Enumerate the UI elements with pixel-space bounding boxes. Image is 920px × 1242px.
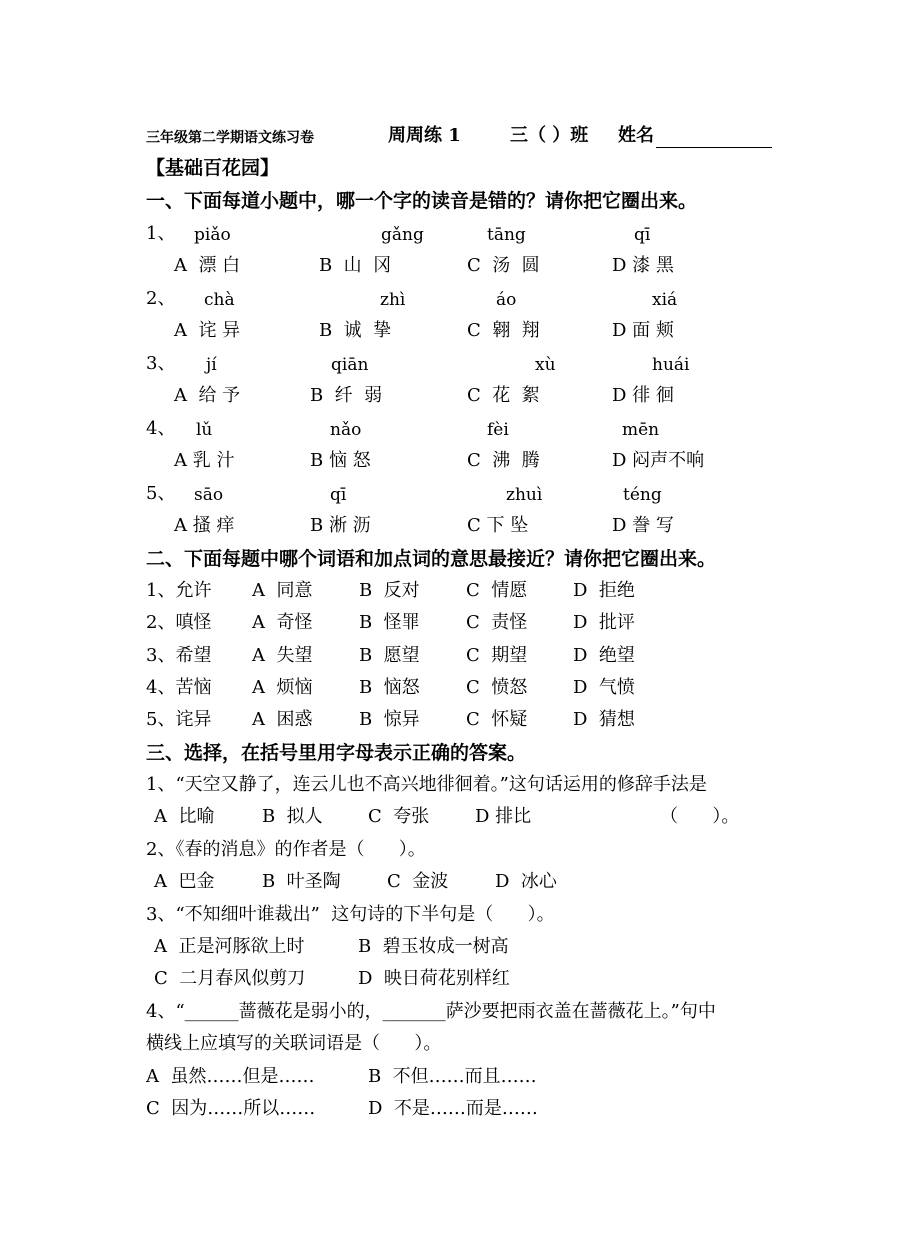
section-title: 【基础百花园】: [146, 157, 280, 179]
option-b: B 惊异: [359, 709, 420, 730]
option-b: B 怪罪: [359, 612, 420, 633]
option-d: D 誊 写: [612, 515, 674, 536]
option-a: A 烦恼: [252, 677, 313, 698]
part2-question: 1、允许: [146, 580, 212, 601]
part2-question: 3、希望: [146, 645, 212, 666]
pinyin: áo: [496, 290, 517, 310]
option-d: D 气愤: [573, 677, 635, 698]
option-c: C 愤怒: [466, 677, 528, 698]
option-b: B 拟人: [262, 806, 323, 827]
part1-item-number: 5、: [146, 483, 176, 504]
pinyin: zhuì: [506, 485, 543, 505]
option-b: B 恼怒: [359, 677, 420, 698]
option-a: A 正是河豚欲上时: [154, 936, 305, 957]
pinyin: xiá: [652, 290, 678, 310]
option-b: B 反对: [359, 580, 420, 601]
option-b: B 纤 弱: [310, 385, 383, 406]
option-a: A 虽然……但是……: [146, 1066, 315, 1087]
option-c: C 二月春风似剪刀: [154, 968, 306, 989]
pinyin: gǎng: [381, 225, 424, 245]
week-label: 周周练 1: [388, 125, 461, 146]
pinyin: nǎo: [330, 420, 362, 440]
option-b: B 淅 沥: [310, 515, 371, 536]
part1-item-number: 4、: [146, 418, 176, 439]
option-a: A 搔 痒: [174, 515, 235, 536]
part2-question: 2、嗔怪: [146, 612, 212, 633]
option-d: D 排比: [475, 806, 532, 827]
part3-question-1: 1、“天空又静了，连云儿也不高兴地徘徊着。”这句话运用的修辞手法是: [146, 774, 707, 795]
option-c: C 金波: [387, 871, 449, 892]
part1-item-number: 2、: [146, 288, 176, 309]
part2-title: 二、下面每题中哪个词语和加点词的意思最接近？请你把它圈出来。: [146, 548, 717, 570]
option-c: C 翱 翔: [467, 320, 540, 341]
option-c: C 花 絮: [467, 385, 540, 406]
option-d: D 闷声不响: [612, 450, 705, 471]
option-c: C 下 坠: [467, 515, 529, 536]
option-a: A 奇怪: [252, 612, 313, 633]
option-a: A 失望: [252, 645, 313, 666]
option-c: C 沸 腾: [467, 450, 540, 471]
part3-title: 三、选择，在括号里用字母表示正确的答案。: [146, 742, 527, 764]
part3-question-2: 2、《春的消息》的作者是（ ）。: [146, 839, 426, 860]
pinyin: qī: [330, 485, 347, 505]
part2-question: 5、诧异: [146, 709, 212, 730]
pinyin: téng: [623, 485, 662, 505]
course-title: 三年级第二学期语文练习卷: [146, 130, 314, 146]
pinyin: tāng: [487, 225, 526, 245]
option-d: D 绝望: [573, 645, 635, 666]
option-b: B 愿望: [359, 645, 420, 666]
part2-question: 4、苦恼: [146, 677, 212, 698]
pinyin: chà: [204, 290, 235, 310]
part1-title: 一、下面每道小题中，哪一个字的读音是错的？请你把它圈出来。: [146, 190, 698, 212]
pinyin: qiān: [331, 355, 369, 375]
option-b: B 不但……而且……: [368, 1066, 537, 1087]
option-c: C 情愿: [466, 580, 528, 601]
part1-item-number: 3、: [146, 353, 176, 374]
option-a: A 乳 汁: [174, 450, 235, 471]
pinyin: fèi: [487, 420, 509, 440]
name-label: 姓名: [618, 125, 654, 146]
part3-question-4-cont: 横线上应填写的关联词语是（ ）。: [146, 1033, 442, 1054]
option-d: D 猜想: [573, 709, 635, 730]
option-a: A 巴金: [154, 871, 215, 892]
option-b: B 叶圣陶: [262, 871, 341, 892]
pinyin: xù: [535, 355, 556, 375]
part3-question-3: 3、“不知细叶谁裁出” 这句诗的下半句是（ ）。: [146, 904, 555, 925]
pinyin: zhì: [380, 290, 406, 310]
option-b: B 碧玉妆成一树高: [358, 936, 509, 957]
option-d: D 不是……而是……: [368, 1098, 538, 1119]
option-a: A 诧 异: [174, 320, 241, 341]
option-b: B 恼 怒: [310, 450, 371, 471]
option-a: A 漂 白: [174, 255, 241, 276]
pinyin: jí: [206, 355, 217, 375]
option-d: D 映日荷花别样红: [358, 968, 510, 989]
pinyin: mēn: [622, 420, 660, 440]
pinyin: qī: [634, 225, 651, 245]
pinyin: piǎo: [194, 225, 231, 245]
option-c: C 怀疑: [466, 709, 528, 730]
option-c: C 责怪: [466, 612, 528, 633]
option-d: D 漆 黑: [612, 255, 674, 276]
pinyin: lǔ: [196, 420, 213, 440]
option-a: A 同意: [252, 580, 313, 601]
option-b: B 山 冈: [319, 255, 392, 276]
option-d: D 徘 徊: [612, 385, 674, 406]
option-a: A 比喻: [154, 806, 215, 827]
option-c: C 夸张: [368, 806, 430, 827]
class-label: 三（ ）班: [510, 125, 589, 146]
part1-item-number: 1、: [146, 223, 176, 244]
option-c: C 汤 圆: [467, 255, 540, 276]
pinyin: huái: [652, 355, 690, 375]
part3-question-4: 4、“______蔷薇花是弱小的，_______萨沙要把雨衣盖在蔷薇花上。”句中: [146, 1001, 716, 1022]
option-d: D 拒绝: [573, 580, 635, 601]
option-d: D 冰心: [495, 871, 557, 892]
option-a: A 给 予: [174, 385, 241, 406]
option-c: C 因为……所以……: [146, 1098, 316, 1119]
option-d: D 批评: [573, 612, 635, 633]
option-d: D 面 颊: [612, 320, 674, 341]
option-c: C 期望: [466, 645, 528, 666]
option-b: B 诚 挚: [319, 320, 392, 341]
answer-blank: （ ）。: [660, 806, 740, 827]
pinyin: sāo: [194, 485, 224, 505]
name-blank-line: [656, 146, 772, 148]
option-a: A 困惑: [252, 709, 313, 730]
